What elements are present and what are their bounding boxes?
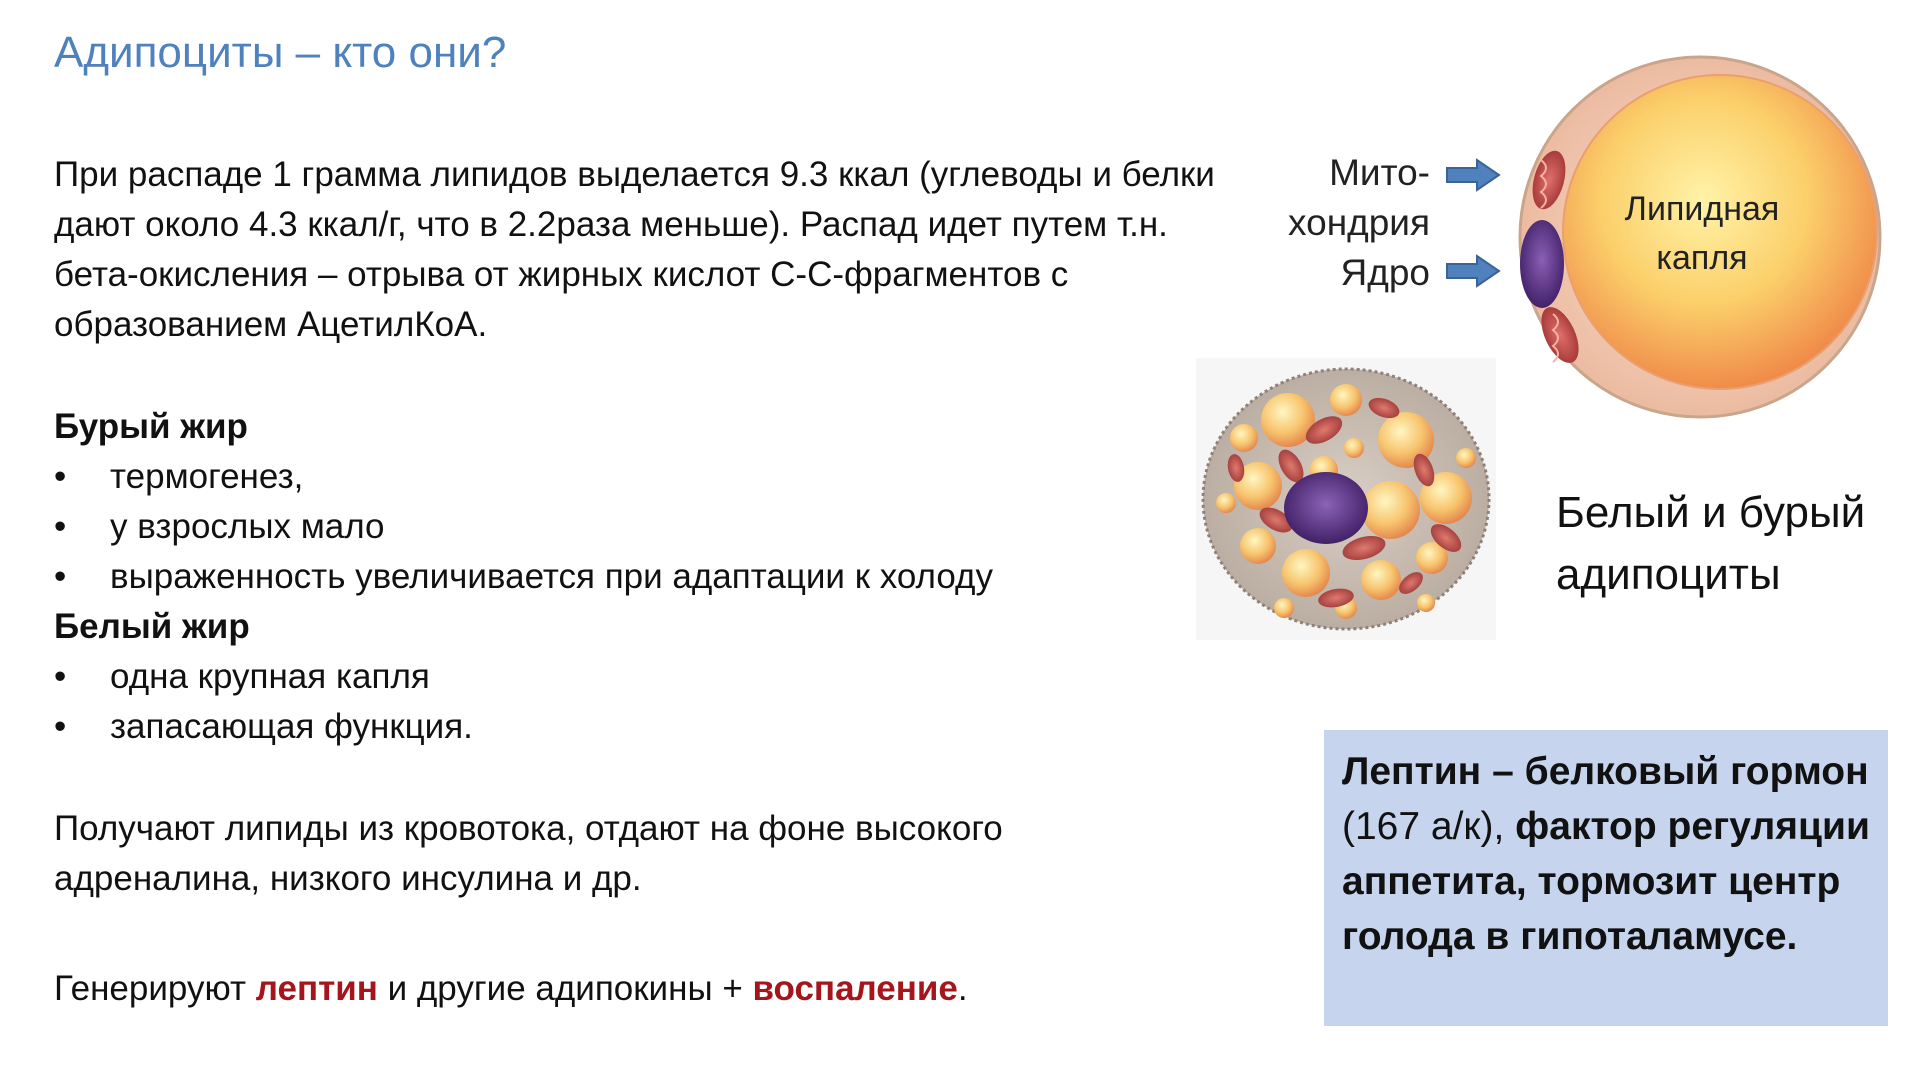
droplet-label-line2: капля <box>1656 239 1748 277</box>
list-item: • у взрослых мало <box>54 502 993 552</box>
leptin-bold-1: Лептин – белковый гормон <box>1342 750 1869 793</box>
label-mito-1: Мито- <box>1329 152 1430 193</box>
brown-fat-heading: Бурый жир <box>54 407 248 446</box>
nucleus <box>1284 472 1368 544</box>
caption-line2: адипоциты <box>1556 550 1781 599</box>
leptin-normal: (167 а/к), <box>1342 805 1516 848</box>
droplet-label-line1: Липидная <box>1624 190 1780 228</box>
list-item: • термогенез, <box>54 452 993 502</box>
white-fat-heading: Белый жир <box>54 607 250 646</box>
lipid-droplet <box>1563 75 1877 389</box>
white-adipocyte-illustration <box>1495 52 1895 422</box>
caption-line1: Белый и бурый <box>1556 488 1866 537</box>
list-item: • одна крупная капля <box>54 652 473 702</box>
adipokines-prefix: Генерируют <box>54 969 256 1008</box>
list-item: • запасающая функция. <box>54 702 473 752</box>
brown-adipocyte-illustration <box>1196 358 1496 640</box>
nucleus <box>1520 220 1564 308</box>
arrow-icon <box>1445 158 1501 192</box>
adipokines-suffix: . <box>957 969 968 1008</box>
arrow-icon <box>1445 254 1501 288</box>
figure-caption <box>1556 482 1865 606</box>
white-fat-list <box>54 652 473 752</box>
adipokines-middle: и другие адипокины + <box>377 969 753 1008</box>
label-mito-2: хондрия <box>1288 202 1430 243</box>
inflammation-highlight: воспаление <box>752 969 958 1008</box>
leptin-info-box <box>1324 730 1888 1026</box>
paragraph-lipid-energy: При распаде 1 грамма липидов выделается 9.3 ккал (углеводы и белки дают около 4.3 ккал/г, что в 2.2раза меньше). Распад идет путем т.н. бета-окисления – отрыва от жирных кислот С-С-фрагментов с образованием АцетилКоА. <box>54 155 1215 344</box>
label-nucleus: Ядро <box>1340 252 1430 293</box>
slide-title: Адипоциты – кто они? <box>54 28 507 77</box>
list-item: • выраженность увеличивается при адаптации к холоду <box>54 552 993 602</box>
brown-fat-list <box>54 452 993 602</box>
paragraph-adipokines <box>54 964 968 1014</box>
leptin-highlight: лептин <box>255 969 378 1008</box>
paragraph-lipid-source: Получают липиды из кровотока, отдают на фоне высокого адреналина, низкого инсулина и др. <box>54 809 1003 898</box>
leptin-bold-2: фактор регуляции аппетита, тормозит центр голода в гипоталамусе. <box>1342 805 1870 958</box>
